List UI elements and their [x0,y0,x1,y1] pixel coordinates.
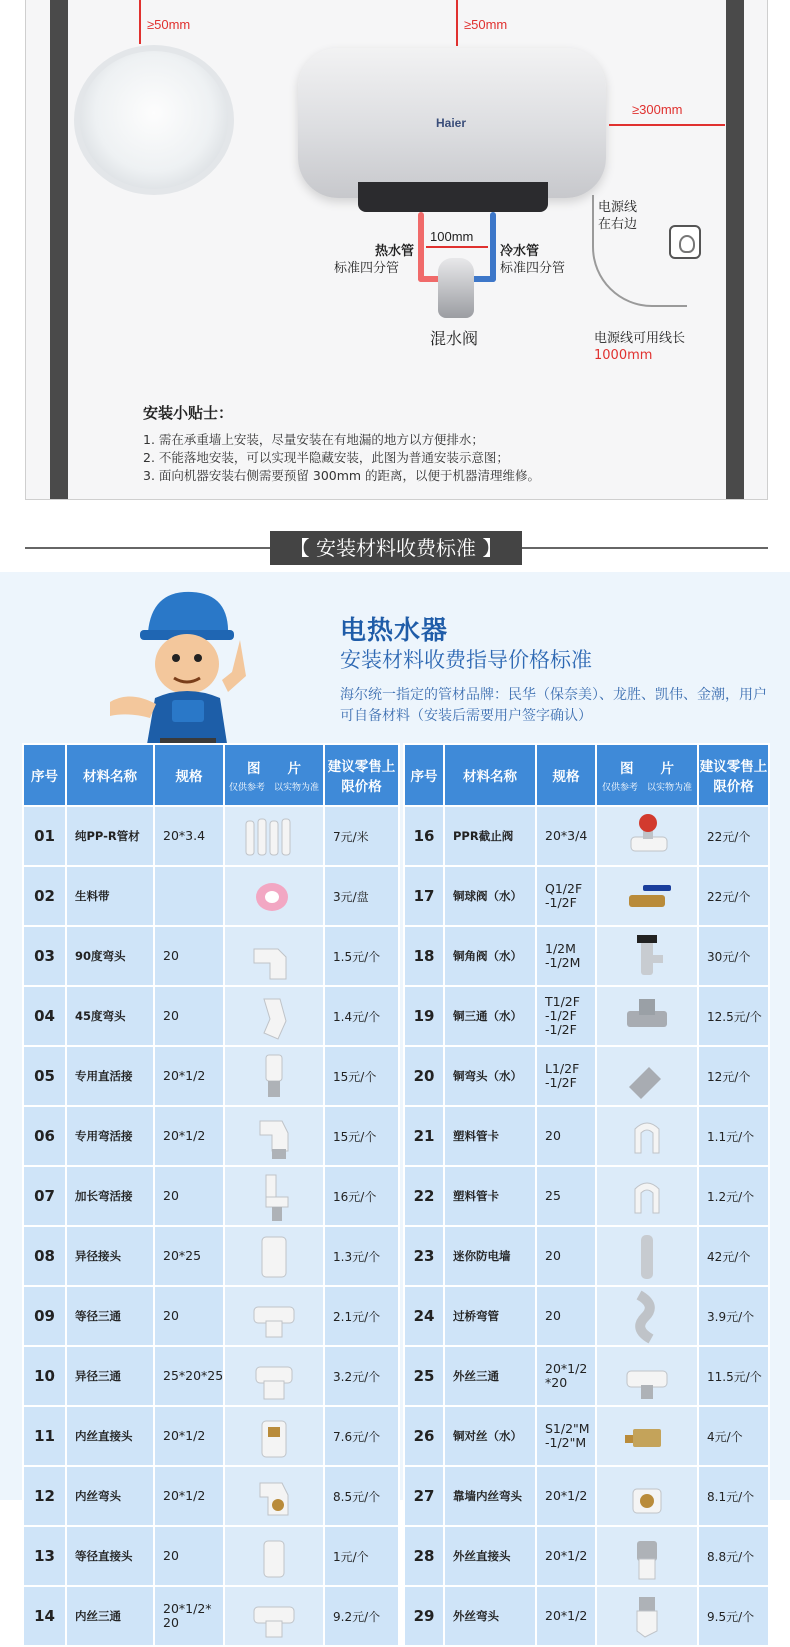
price-guide [0,572,790,1630]
row-image [596,1406,698,1466]
table-row [23,806,399,866]
table-row [404,1526,769,1586]
row-price: 4元/个 [698,1406,769,1466]
pipe-gap-label: 100mm [430,229,474,244]
table-row [23,1586,399,1646]
table-row [23,866,399,926]
row-price: 16元/个 [324,1166,399,1226]
row-price: 7元/米 [324,806,399,866]
row-image [596,986,698,1046]
table-row [23,1046,399,1106]
row-image [224,1586,324,1646]
brass-elbow-icon [615,1069,679,1083]
row-image [224,1046,324,1106]
row-image [596,1226,698,1286]
row-no: 13 [23,1526,66,1586]
cold-pipe-spec: 标准四分管 [500,261,566,276]
col-no: 序号 [23,744,66,806]
table-row [23,1466,399,1526]
row-name: 塑料管卡 [444,1106,536,1166]
row-name: 铜对丝（水） [444,1406,536,1466]
row-image [224,926,324,986]
mixing-valve-image [438,258,474,318]
row-price: 15元/个 [324,1046,399,1106]
row-name: 铜球阀（水） [444,866,536,926]
table-row [23,986,399,1046]
row-image [596,1166,698,1226]
row-price: 3.2元/个 [324,1346,399,1406]
table-row [23,1526,399,1586]
row-image [224,1526,324,1586]
row-price: 15元/个 [324,1106,399,1166]
row-name: 等径直接头 [66,1526,154,1586]
tip-2: 2. 不能落地安装，可以实现半隐藏安装，此图为普通安装示意图； [143,450,509,465]
row-no: 19 [404,986,444,1046]
elbow90-icon [242,949,306,963]
worker-mascot-image [100,580,270,750]
row-no: 14 [23,1586,66,1646]
row-spec: 20 [154,1526,224,1586]
row-name: 等径三通 [66,1286,154,1346]
pipe-clip-icon [615,1189,679,1203]
row-image [596,1526,698,1586]
row-spec: 20*3.4 [154,806,224,866]
row-name: 专用弯活接 [66,1106,154,1166]
row-price: 42元/个 [698,1226,769,1286]
pipe-gap-arrow [426,246,488,248]
row-price: 30元/个 [698,926,769,986]
row-name: 塑料管卡 [444,1166,536,1226]
row-no: 10 [23,1346,66,1406]
row-no: 06 [23,1106,66,1166]
union-icon [242,1069,306,1083]
row-spec: 20 [536,1226,596,1286]
row-spec: L1/2F -1/2F [536,1046,596,1106]
row-spec: 20*1/2 [154,1106,224,1166]
row-no: 09 [23,1286,66,1346]
table-row [404,1226,769,1286]
row-spec: 25 [536,1166,596,1226]
row-image [596,926,698,986]
row-image [224,1346,324,1406]
row-name: 异径接头 [66,1226,154,1286]
stop-valve-icon [615,829,679,843]
row-spec: 20*3/4 [536,806,596,866]
male-coupling-icon [615,1549,679,1563]
col-image: 图 片 仅供参考 以实物为准 [596,744,698,806]
row-price: 8.8元/个 [698,1526,769,1586]
row-no: 25 [404,1346,444,1406]
row-image [596,1346,698,1406]
table-row [404,806,769,866]
row-name: 铜角阀（水） [444,926,536,986]
row-no: 21 [404,1106,444,1166]
row-image [224,1406,324,1466]
row-price: 22元/个 [698,806,769,866]
mixing-valve-label: 混水阀 [430,329,479,348]
angle-valve-icon [615,949,679,963]
row-no: 23 [404,1226,444,1286]
row-price: 9.2元/个 [324,1586,399,1646]
row-spec: 20*1/2 [536,1586,596,1646]
table-row [404,1166,769,1226]
row-no: 24 [404,1286,444,1346]
row-name: 专用直活接 [66,1046,154,1106]
row-name: 90度弯头 [66,926,154,986]
clearance-left-label: ≥50mm [147,17,191,32]
price-guide-title: 电热水器 [340,616,449,646]
table-row [404,1466,769,1526]
row-no: 08 [23,1226,66,1286]
row-name: 外丝三通 [444,1346,536,1406]
row-image [596,1106,698,1166]
power-line-length-label: 电源线可用线长 [594,331,686,346]
left-wall [50,0,68,500]
tips-title: 安装小贴士： [143,404,234,422]
col-spec: 规格 [536,744,596,806]
tip-3: 3. 面向机器安装右侧需要预留 300mm 的距离，以便于机器清理维修。 [143,468,541,483]
row-spec: 20*1/2 [536,1526,596,1586]
hot-pipe-line [418,212,424,282]
row-image [596,806,698,866]
clearance-right-label: ≥300mm [632,102,683,117]
long-elbow-icon [242,1189,306,1203]
table-row [23,1226,399,1286]
table-row [23,926,399,986]
row-spec: 20 [154,1286,224,1346]
table-row [404,1106,769,1166]
row-price: 8.1元/个 [698,1466,769,1526]
row-name: 生料带 [66,866,154,926]
row-no: 11 [23,1406,66,1466]
installation-tips [143,402,540,485]
row-image [224,866,324,926]
tip-1: 1. 需在承重墙上安装，尽量安装在有地漏的地方以方便排水； [143,432,484,447]
table-row [404,986,769,1046]
table-row [404,926,769,986]
power-socket-icon [669,225,701,259]
table-row [23,1106,399,1166]
table-row [404,1286,769,1346]
row-no: 12 [23,1466,66,1526]
heater-control-panel [358,182,548,212]
reducer-icon [242,1249,306,1263]
row-price: 1.5元/个 [324,926,399,986]
row-spec: 20 [536,1286,596,1346]
table-row [23,1406,399,1466]
cold-pipe-label: 冷水管 [500,244,540,259]
nipple-icon [615,1429,679,1443]
brass-tee-icon [615,1009,679,1023]
row-no: 26 [404,1406,444,1466]
row-image [224,986,324,1046]
row-price: 12.5元/个 [698,986,769,1046]
price-table-left [22,743,400,1647]
row-image [224,1226,324,1286]
row-image [596,1586,698,1646]
row-price: 11.5元/个 [698,1346,769,1406]
row-image [596,1046,698,1106]
power-line-label: 电源线 [598,200,638,215]
row-image [596,866,698,926]
row-price: 2.1元/个 [324,1286,399,1346]
pipe-clip-icon [615,1129,679,1143]
col-spec: 规格 [154,744,224,806]
row-price: 3.9元/个 [698,1286,769,1346]
tee-icon [242,1309,306,1323]
power-line-length: 1000mm [594,348,653,363]
row-spec: 20 [154,1166,224,1226]
row-no: 18 [404,926,444,986]
female-coupling-icon [242,1429,306,1443]
row-name: 纯PP-R管材 [66,806,154,866]
row-price: 12元/个 [698,1046,769,1106]
anti-shock-icon [615,1249,679,1263]
row-name: 内丝弯头 [66,1466,154,1526]
row-price: 1.1元/个 [698,1106,769,1166]
row-spec [154,866,224,926]
installation-diagram [25,0,768,500]
price-guide-note: 海尔统一指定的管材品牌：民华（保奈美）、龙胜、凯伟、金潮，用户可自备材料（安装后需要用户签字确认） [340,687,767,724]
row-name: 外丝弯头 [444,1586,536,1646]
row-price: 22元/个 [698,866,769,926]
row-no: 16 [404,806,444,866]
clearance-arrow-top [456,0,458,46]
row-spec: 20*1/2 [154,1466,224,1526]
water-heater-image [298,48,606,198]
row-name: 铜弯头（水） [444,1046,536,1106]
table-row [23,1346,399,1406]
row-spec: 20*25 [154,1226,224,1286]
heater-logo: Haier [436,116,467,130]
row-image [224,1106,324,1166]
row-image [224,1466,324,1526]
clearance-top-label: ≥50mm [464,17,508,32]
row-image [224,806,324,866]
right-wall [726,0,744,500]
row-price: 8.5元/个 [324,1466,399,1526]
row-image [596,1466,698,1526]
row-price: 1.2元/个 [698,1166,769,1226]
hot-pipe-spec: 标准四分管 [334,261,400,276]
row-name: 靠墙内丝弯头 [444,1466,536,1526]
table-row [404,1406,769,1466]
row-name: 过桥弯管 [444,1286,536,1346]
table-row [404,1586,769,1646]
row-no: 17 [404,866,444,926]
row-no: 07 [23,1166,66,1226]
cold-pipe-line [490,212,496,282]
row-spec: 20 [154,926,224,986]
ball-valve-icon [615,889,679,903]
row-spec: 25*20*25 [154,1346,224,1406]
elbow45-icon [242,1009,306,1023]
col-price: 建议零售上限价格 [698,744,769,806]
female-tee-icon [242,1609,306,1623]
row-spec: T1/2F -1/2F -1/2F [536,986,596,1046]
row-no: 01 [23,806,66,866]
row-spec: 20*1/2 [536,1466,596,1526]
row-no: 02 [23,866,66,926]
col-no: 序号 [404,744,444,806]
row-price: 9.5元/个 [698,1586,769,1646]
coupling-icon [242,1549,306,1563]
row-price: 7.6元/个 [324,1406,399,1466]
section-title: 【 安装材料收费标准 】 [270,531,522,565]
row-no: 05 [23,1046,66,1106]
row-spec: S1/2"M -1/2"M [536,1406,596,1466]
row-name: 45度弯头 [66,986,154,1046]
wall-elbow-icon [615,1489,679,1503]
row-spec: 20*1/2 [154,1046,224,1106]
row-image [224,1286,324,1346]
row-no: 29 [404,1586,444,1646]
table-header-row [23,744,399,806]
table-row [23,1166,399,1226]
row-spec: 20*1/2* 20 [154,1586,224,1646]
row-no: 04 [23,986,66,1046]
table-header-row [404,744,769,806]
pipe-icon [242,829,306,843]
row-name: 内丝三通 [66,1586,154,1646]
table-row [404,1346,769,1406]
row-spec: 20 [154,986,224,1046]
price-table-right [403,743,770,1647]
row-spec: 1/2M -1/2M [536,926,596,986]
col-image: 图 片 仅供参考 以实物为准 [224,744,324,806]
col-price: 建议零售上限价格 [324,744,399,806]
row-price: 3元/盘 [324,866,399,926]
row-name: 异径三通 [66,1346,154,1406]
row-price: 1元/个 [324,1526,399,1586]
elbow-union-icon [242,1129,306,1143]
price-guide-subtitle: 安装材料收费指导价格标准 [340,648,592,672]
clearance-arrow-left [139,0,141,44]
table-row [23,1286,399,1346]
row-no: 03 [23,926,66,986]
female-elbow-icon [242,1489,306,1503]
row-no: 27 [404,1466,444,1526]
row-name: 外丝直接头 [444,1526,536,1586]
row-name: 迷你防电墙 [444,1226,536,1286]
row-spec: 20 [536,1106,596,1166]
row-spec: 20*1/2 [154,1406,224,1466]
table-row [404,866,769,926]
male-tee-icon [615,1369,679,1383]
table-row [404,1046,769,1106]
clearance-arrow-right [609,124,725,126]
male-elbow-icon [615,1609,679,1623]
row-image [224,1166,324,1226]
row-no: 28 [404,1526,444,1586]
row-price: 1.4元/个 [324,986,399,1046]
row-name: 内丝直接头 [66,1406,154,1466]
hot-pipe-label: 热水管 [374,244,414,259]
round-appliance-image [74,45,234,195]
tape-icon [242,889,306,903]
row-image [596,1286,698,1346]
row-name: 加长弯活接 [66,1166,154,1226]
bridge-bend-icon [615,1309,679,1323]
row-no: 20 [404,1046,444,1106]
row-no: 22 [404,1166,444,1226]
tee-reducer-icon [242,1369,306,1383]
row-name: 铜三通（水） [444,986,536,1046]
row-price: 1.3元/个 [324,1226,399,1286]
col-name: 材料名称 [66,744,154,806]
col-name: 材料名称 [444,744,536,806]
row-name: PPR截止阀 [444,806,536,866]
row-spec: Q1/2F -1/2F [536,866,596,926]
power-line-side-label: 在右边 [598,217,638,232]
row-spec: 20*1/2 *20 [536,1346,596,1406]
